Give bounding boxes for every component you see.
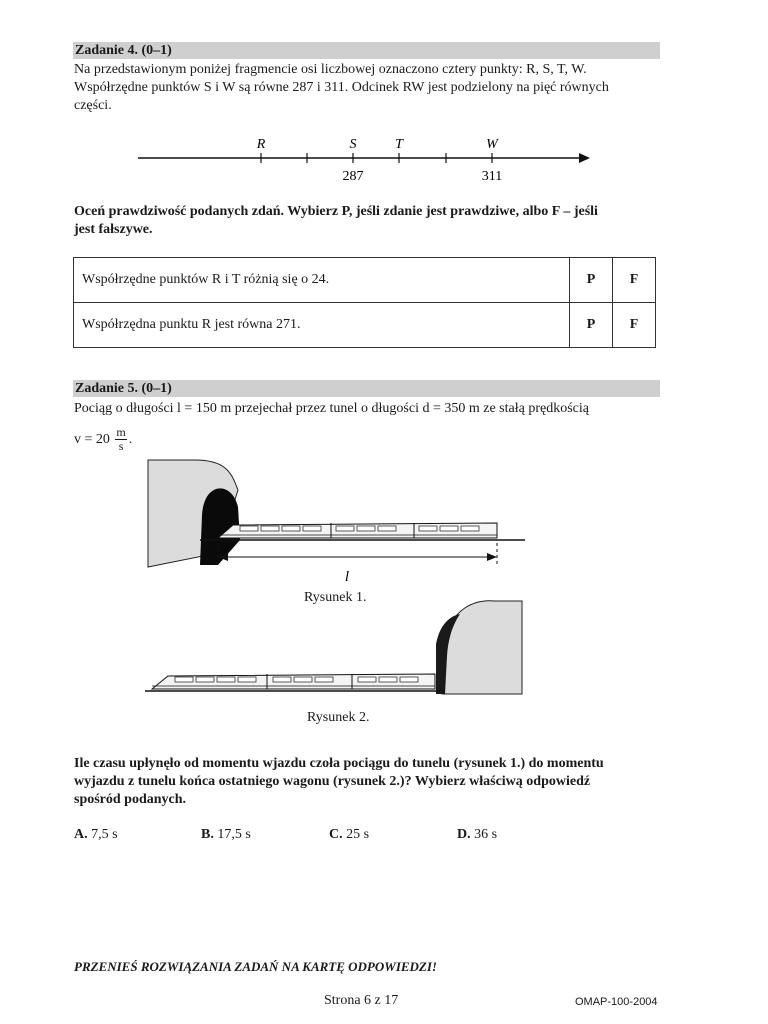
answer-a[interactable] xyxy=(74,827,118,843)
speed-prefix: v = 20 xyxy=(74,432,110,447)
statement-1: Współrzędne punktów R i T różnią się o 24. xyxy=(74,258,570,303)
table-row xyxy=(74,303,656,348)
table-row xyxy=(74,258,656,303)
task4-intro xyxy=(74,61,659,115)
task5-question-line1: Ile czasu upłynęło od momentu wjazdu czoła pociągu do tunelu (rysunek 1.) do momentu xyxy=(74,756,604,771)
figure1-caption: Rysunek 1. xyxy=(304,590,367,605)
axis-arrow xyxy=(579,153,590,163)
point-label-W: W xyxy=(486,137,498,152)
statement-2: Współrzędna punktu R jest równa 271. xyxy=(74,303,570,348)
speed-unit-fraction xyxy=(115,426,126,453)
answer-b-letter: B. xyxy=(201,827,214,842)
true-false-table xyxy=(73,257,656,348)
task4-instruction-line1: Oceń prawdziwość podanych zdań. Wybierz P, jeśli zdanie jest prawdziwe, albo F – jeśli xyxy=(74,204,598,219)
figure1-illustration xyxy=(140,455,530,585)
number-line xyxy=(130,132,600,188)
task4-intro-line3: części. xyxy=(74,98,112,113)
figure2-caption: Rysunek 2. xyxy=(307,710,370,725)
option-f-2[interactable]: F xyxy=(613,303,656,348)
point-label-S: S xyxy=(349,137,357,152)
exam-code: OMAP-100-2004 xyxy=(575,996,658,1008)
answer-d-value: 36 s xyxy=(474,827,498,842)
task4-intro-line2: Współrzędne punktów S i W są równe 287 i 311. Odcinek RW jest podzielony na pięć równych xyxy=(74,80,609,95)
speed-unit-den: s xyxy=(118,439,124,454)
answer-c-letter: C. xyxy=(329,827,343,842)
task5-question xyxy=(74,755,659,809)
task4-header: Zadanie 4. (0–1) xyxy=(73,42,660,59)
task4-intro-line1: Na przedstawionym poniżej fragmencie osi liczbowej oznaczono cztery punkty: R, S, T, W. xyxy=(74,62,587,77)
point-label-R: R xyxy=(256,137,266,152)
task4-instruction-line2: jest fałszywe. xyxy=(74,222,153,237)
option-f-1[interactable]: F xyxy=(613,258,656,303)
task4-instruction xyxy=(74,203,659,239)
speed-unit-num: m xyxy=(116,425,126,440)
task5-question-line3: spośród podanych. xyxy=(74,792,187,807)
length-label: l xyxy=(344,569,350,585)
answer-c[interactable] xyxy=(329,827,369,843)
tunnel-hill-2 xyxy=(442,601,522,694)
point-label-T: T xyxy=(395,137,403,152)
answer-a-value: 7,5 s xyxy=(91,827,118,842)
option-p-1[interactable]: P xyxy=(570,258,613,303)
train-fig2 xyxy=(152,674,435,689)
footer-note: PRZENIEŚ ROZWIĄZANIA ZADAŃ NA KARTĘ ODPOWIEDZI! xyxy=(74,959,437,974)
task5-header: Zadanie 5. (0–1) xyxy=(73,380,660,397)
answer-b[interactable] xyxy=(201,827,251,843)
option-p-2[interactable]: P xyxy=(570,303,613,348)
page-number: Strona 6 z 17 xyxy=(324,993,399,1008)
answer-c-value: 25 s xyxy=(346,827,370,842)
value-label-W: 311 xyxy=(481,169,503,184)
speed-suffix: . xyxy=(128,432,133,447)
speed-formula xyxy=(74,425,132,455)
answer-d[interactable] xyxy=(457,827,497,843)
value-label-S: 287 xyxy=(342,169,364,184)
answer-d-letter: D. xyxy=(457,827,471,842)
figure2-illustration xyxy=(140,596,530,706)
answer-b-value: 17,5 s xyxy=(217,827,251,842)
train-fig1 xyxy=(218,523,497,538)
task5-intro-line1: Pociąg o długości l = 150 m przejechał przez tunel o długości d = 350 m ze stałą prędkością xyxy=(74,401,589,416)
answer-a-letter: A. xyxy=(74,827,88,842)
task5-question-line2: wyjazdu z tunelu końca ostatniego wagonu (rysunek 2.)? Wybierz właściwą odpowiedź xyxy=(74,774,591,789)
